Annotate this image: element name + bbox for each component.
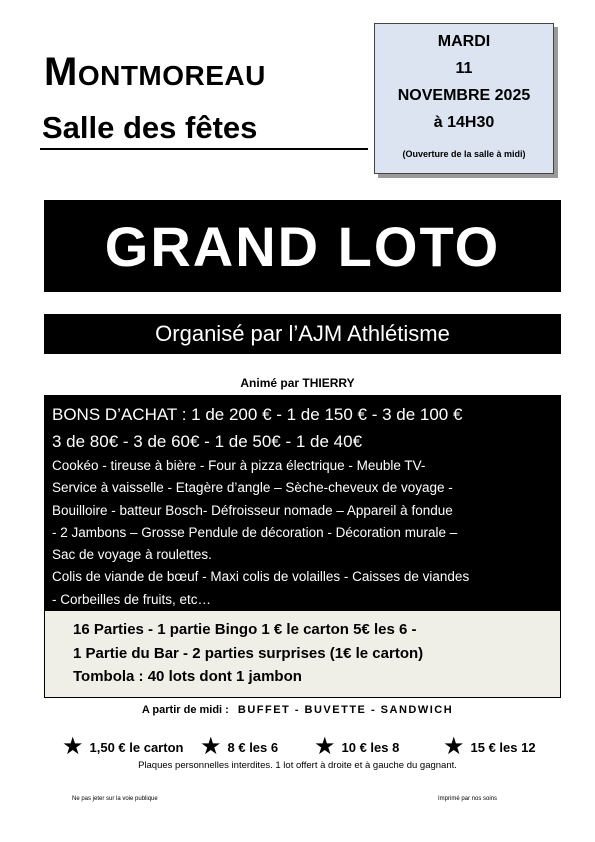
prize-line: Sac de voyage à roulettes. bbox=[52, 547, 212, 563]
star-icon: ★ bbox=[443, 733, 465, 760]
prize-line: Colis de viande de bœuf - Maxi colis de volailles - Caisses de viandes bbox=[52, 569, 470, 585]
star-icon: ★ bbox=[62, 733, 84, 760]
games-panel bbox=[44, 610, 561, 698]
footer-left: Ne pas jeter sur la voie publique bbox=[72, 796, 158, 802]
price-item bbox=[62, 733, 184, 760]
town-name bbox=[44, 50, 266, 95]
price-list bbox=[62, 733, 562, 760]
event-day: MARDI bbox=[437, 33, 491, 50]
event-title: GRAND LOTO bbox=[44, 200, 561, 292]
star-icon: ★ bbox=[314, 733, 336, 760]
star-icon: ★ bbox=[200, 733, 222, 760]
buffet-items: BUFFET - BUVETTE - SANDWICH bbox=[237, 704, 454, 716]
prize-line: - 2 Jambons – Grosse Pendule de décoration - Décoration murale – bbox=[52, 524, 458, 540]
event-time: à 14H30 bbox=[433, 114, 495, 131]
price-label: 15 € les 12 bbox=[470, 739, 536, 755]
games-line: 1 Partie du Bar - 2 parties surprises (1€ le carton) bbox=[73, 644, 424, 662]
buffet-intro: A partir de midi : bbox=[141, 704, 229, 716]
price-item bbox=[443, 733, 536, 760]
rules-note: Plaques personnelles interdites. 1 lot offert à droite et à gauche du gagnant. bbox=[138, 760, 457, 771]
venue-underline bbox=[40, 148, 368, 150]
price-label: 8 € les 6 bbox=[227, 739, 279, 755]
price-label: 10 € les 8 bbox=[341, 739, 400, 755]
organizer-band: Organisé par l’AJM Athlétisme bbox=[44, 314, 561, 354]
venue-name: Salle des fêtes bbox=[42, 110, 258, 145]
vouchers-line: BONS D’ACHAT : 1 de 200 € - 1 de 150 € - 3 de 100 € bbox=[52, 405, 463, 424]
prize-line: Cookéo - tireuse à bière - Four à pizza électrique - Meuble TV- bbox=[52, 458, 426, 473]
price-item bbox=[314, 733, 400, 760]
footer-right: Imprimé par nos soins bbox=[438, 796, 498, 802]
event-month-year: NOVEMBRE 2025 bbox=[397, 87, 531, 104]
prizes-panel bbox=[44, 395, 561, 610]
price-label: 1,50 € le carton bbox=[89, 739, 184, 755]
opening-note: (Ouverture de la salle à midi) bbox=[402, 149, 526, 159]
buffet-line bbox=[0, 704, 595, 716]
tombola-line: Tombola : 40 lots dont 1 jambon bbox=[73, 668, 302, 685]
town-name-rest: ONTMOREAU bbox=[77, 60, 266, 91]
prize-line: Bouilloire - batteur Bosch- Défroisseur nomade – Appareil à fondue bbox=[52, 502, 453, 518]
event-date: 11 bbox=[455, 60, 473, 77]
host-line: Animé par THIERRY bbox=[240, 376, 355, 390]
prize-line: - Corbeilles de fruits, etc… bbox=[52, 591, 212, 607]
vouchers-line: 3 de 80€ - 3 de 60€ - 1 de 50€ - 1 de 40€ bbox=[52, 432, 363, 451]
price-item bbox=[200, 733, 279, 760]
date-box bbox=[374, 23, 554, 174]
town-name-initial: M bbox=[44, 50, 78, 94]
games-line: 16 Parties - 1 partie Bingo 1 € le carton 5€ les 6 - bbox=[73, 621, 417, 638]
prize-line: Service à vaisselle - Etagère d’angle – Sèche-cheveux de voyage - bbox=[52, 480, 453, 496]
